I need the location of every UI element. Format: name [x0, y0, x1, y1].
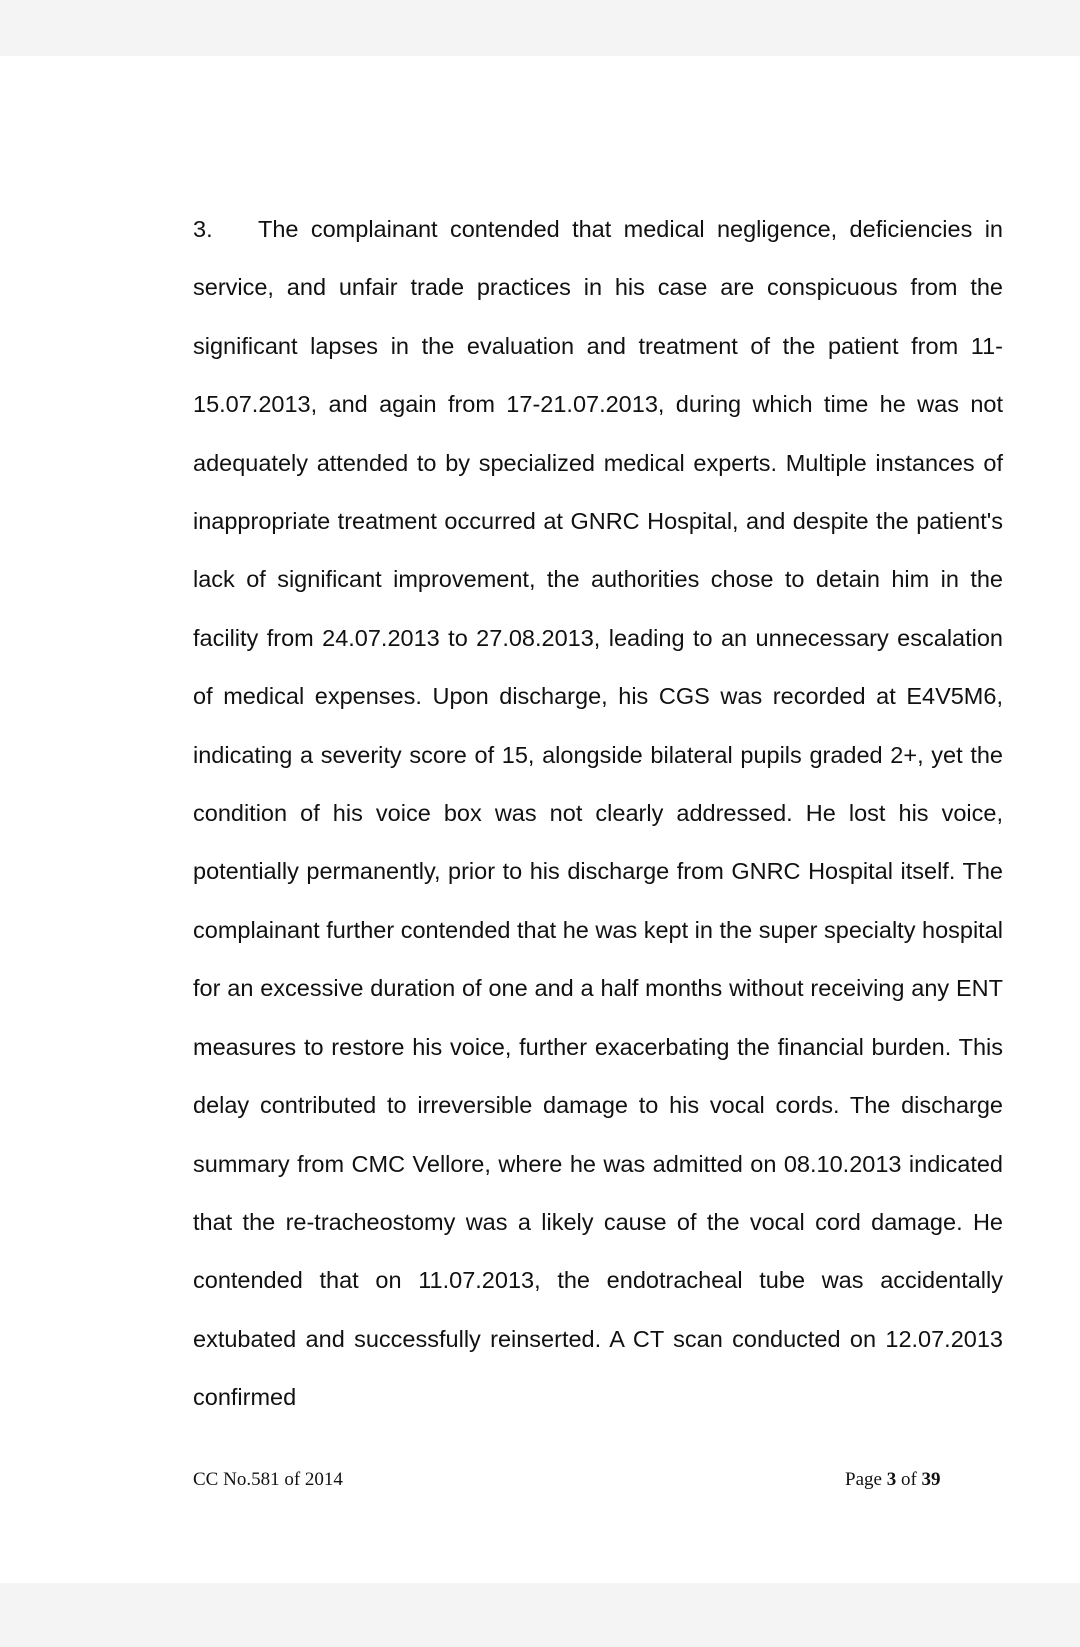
document-page — [0, 56, 1080, 1583]
paragraph-number: 3. — [193, 216, 213, 242]
paragraph-text: The complainant contended that medical negligence, deficiencies in service, and unfair trade practices in his case are conspicuous from the significant lapses in the evaluation and treatment of the patient from 11-15.07.2013, and again from 17-21.07.2013, during which time he was not adequately attended to by specialized medical experts. Multiple instances of inappropriate treatment occurred at GNRC Hospital, and despite the patient's lack of significant improvement, the authorities chose to detain him in the facility from 24.07.2013 to 27.08.2013, leading to an unnecessary escalation of medical expenses. Upon discharge, his CGS was recorded at E4V5M6, indicating a severity score of 15, alongside bilateral pupils graded 2+, yet the condition of his voice box was not clearly addressed. He lost his voice, potentially permanently, prior to his discharge from GNRC Hospital itself. The complainant further contended that he was kept in the super specialty hospital for an excessive duration of one and a half months without receiving any ENT measures to restore his voice, further exacerbating the financial burden. This delay contributed to irreversible damage to his vocal cords. The discharge summary from CMC Vellore, where he was admitted on 08.10.2013 indicated that the re-tracheostomy was a likely cause of the vocal cord damage. He contended that on 11.07.2013, the endotracheal tube was accidentally extubated and successfully reinserted. A CT scan conducted on 12.07.2013 confirmed — [193, 216, 1003, 1411]
paragraph-3 — [193, 200, 1003, 1427]
case-number: CC No.581 of 2014 — [193, 1469, 343, 1490]
page-prefix: Page — [845, 1469, 882, 1490]
page-current: 3 — [886, 1469, 897, 1490]
page-of: of — [900, 1469, 917, 1490]
page-indicator — [845, 1468, 941, 1492]
page-total: 39 — [921, 1469, 941, 1490]
